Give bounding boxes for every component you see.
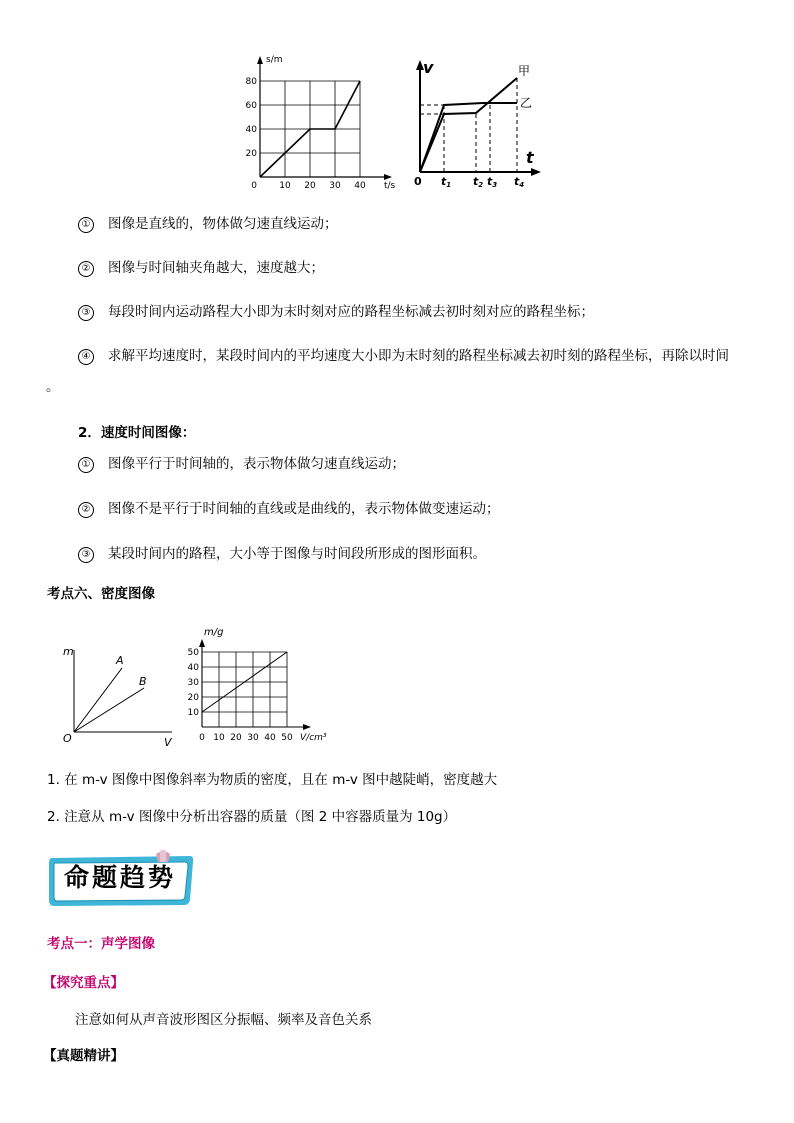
mv-line-b: B [139, 675, 147, 688]
st-y-tick: 80 [245, 77, 257, 87]
circled-number: ③ [78, 305, 94, 321]
vt-point-1 [78, 455, 405, 473]
vt-t-mark: t [487, 175, 493, 188]
point-text: 某段时间内的路程，大小等于图像与时间段所形成的图形面积。 [108, 546, 486, 562]
vt-x-label: t [526, 148, 534, 167]
mv-line-a: A [116, 654, 124, 667]
mv2-y-tick: 30 [187, 678, 199, 688]
point-text: 图像不是平行于时间轴的直线或是曲线的，表示物体做变速运动； [108, 501, 500, 517]
mv2-x-tick: 40 [264, 733, 276, 743]
vt-t-sub: 3 [492, 181, 498, 189]
st-point-1 [78, 215, 338, 233]
st-y-label: s/m [266, 55, 283, 65]
point-text: 图像平行于时间轴的，表示物体做匀速直线运动； [108, 456, 405, 472]
st-point-2 [78, 259, 324, 277]
vt-series-jia: 甲 [518, 64, 531, 78]
exam-tag: 【真题精讲】 [43, 1048, 124, 1064]
st-point-4-continued: 。 [46, 379, 60, 395]
mv-graph-ab [60, 640, 180, 750]
vt-t-mark: t [514, 175, 520, 188]
vt-point-2 [78, 500, 500, 518]
point-text: 每段时间内运动路程大小即为末时刻对应的路程坐标减去初时刻对应的路程坐标； [108, 304, 594, 320]
st-y-tick: 40 [245, 125, 257, 135]
banner-title: 命题趋势 [64, 863, 177, 892]
explore-tag: 【探究重点】 [43, 975, 124, 991]
mv2-x-tick: 20 [230, 733, 242, 743]
st-point-3 [78, 303, 594, 321]
svg-text:t1 [441, 175, 451, 189]
vt-graph [408, 55, 548, 190]
st-x-label: t/s [384, 181, 396, 191]
mv2-y-tick: 10 [187, 708, 199, 718]
density-point-2: 2. 注意从 m-v 图像中分析出容器的质量（图 2 中容器质量为 10g） [47, 809, 457, 825]
mv2-x-tick: 50 [281, 733, 293, 743]
mv-graph-grid [182, 622, 342, 747]
circled-number: ① [78, 457, 94, 473]
mv2-x-tick: 10 [213, 733, 225, 743]
mv-y-label: m [63, 645, 74, 658]
svg-text:t4 [514, 175, 524, 189]
circled-number: ② [78, 502, 94, 518]
mv2-y-label: m/g [204, 627, 224, 638]
section1-title: 考点一：声学图像 [47, 936, 155, 952]
vt-y-label: v [423, 58, 434, 77]
st-x-tick: 40 [354, 181, 366, 191]
density-point-1: 1. 在 m-v 图像中图像斜率为物质的密度，且在 m-v 图中越陡峭，密度越大 [47, 772, 498, 788]
vt-heading-text: 2．速度时间图像： [78, 425, 196, 441]
vt-heading [78, 424, 195, 442]
st-x-tick: 10 [279, 181, 291, 191]
vt-t-mark: t [473, 175, 479, 188]
vt-t-sub: 4 [519, 181, 525, 189]
svg-text:t2 [473, 175, 483, 189]
vt-point-3 [78, 545, 486, 563]
vt-series-yi: 乙 [520, 96, 533, 110]
section6-title: 考点六、密度图像 [47, 586, 155, 602]
circled-number: ② [78, 261, 94, 277]
vt-t-mark: t [441, 175, 447, 188]
svg-text:t3 [487, 175, 497, 189]
st-y-tick: 20 [245, 149, 257, 159]
vt-t-sub: 2 [478, 181, 484, 189]
mv-origin: O [63, 732, 72, 745]
mv-x-label: V [164, 736, 172, 749]
vt-origin: 0 [414, 175, 422, 188]
mv2-y-tick: 20 [187, 693, 199, 703]
st-x-tick: 20 [304, 181, 316, 191]
st-x-tick: 30 [329, 181, 341, 191]
circled-number: ① [78, 217, 94, 233]
explore-text: 注意如何从声音波形图区分振幅、频率及音色关系 [75, 1012, 372, 1028]
point-text: 求解平均速度时，某段时间内的平均速度大小即为末时刻的路程坐标减去初时刻的路程坐标，再除以时间 [108, 348, 729, 364]
mv2-x-tick: 30 [247, 733, 259, 743]
st-graph [240, 50, 410, 195]
mv2-y-tick: 50 [187, 648, 199, 658]
mv2-y-tick: 40 [187, 663, 199, 673]
st-y-tick: 60 [245, 101, 257, 111]
circled-number: ③ [78, 547, 94, 563]
vt-t-sub: 1 [446, 181, 452, 189]
mv2-x-tick: 0 [199, 733, 205, 743]
st-point-4 [78, 347, 729, 365]
mv2-x-label: V/cm³ [300, 733, 327, 743]
point-text: 图像与时间轴夹角越大，速度越大； [108, 260, 324, 276]
circled-number: ④ [78, 349, 94, 365]
point-text: 图像是直线的，物体做匀速直线运动； [108, 216, 338, 232]
st-origin: 0 [251, 181, 257, 191]
